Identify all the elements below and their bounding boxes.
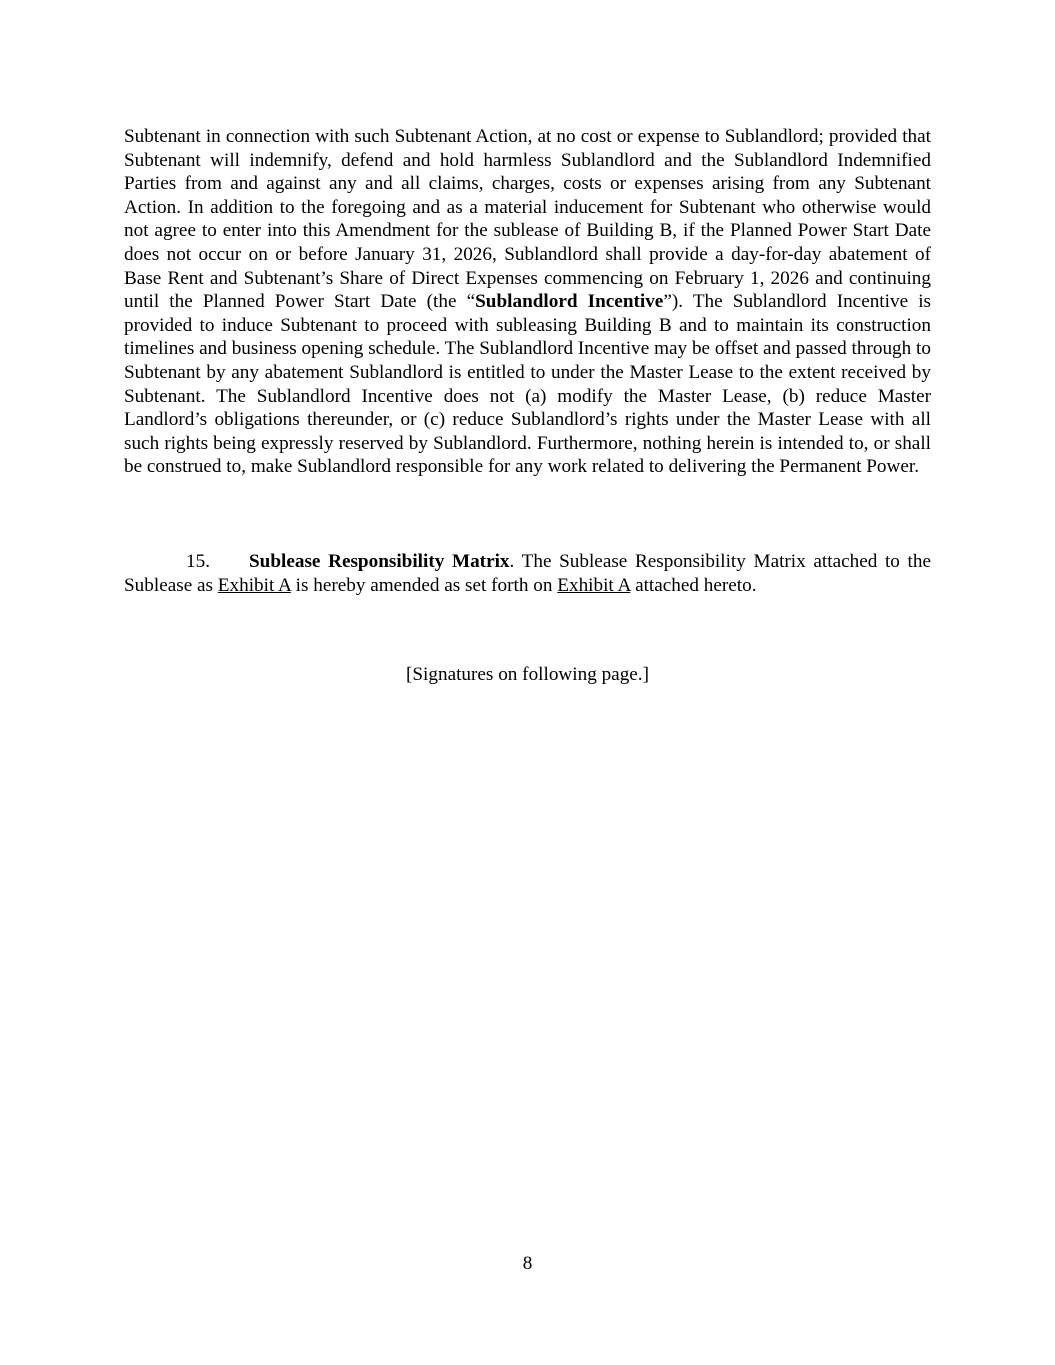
section-heading: Sublease Responsibility Matrix bbox=[249, 551, 510, 572]
section-15-paragraph bbox=[124, 550, 931, 597]
signature-note: [Signatures on following page.] bbox=[406, 664, 649, 685]
paragraph-subtenant-action bbox=[124, 125, 931, 479]
section-number: 15. bbox=[186, 551, 210, 572]
paragraph-text-part-2: ”). The Sublandlord Incentive is provided to induce Subtenant to proceed with subleasing Building B and to maintain its construction timelines and business opening schedule. The Sublandlord Incentive may be offset and passed through to Subtenant by any abatement Sublandlord is entitled to under the Master Lease to the extent received by Subtenant. The Sublandlord Incentive does not (a) modify the Master Lease, (b) reduce Master Landlord’s obligations thereunder, or (c) reduce Sublandlord’s rights under the Master Lease with all such rights being expressly reserved by Sublandlord. Furthermore, nothing herein is intended to, or shall be construed to, make Sublandlord responsible for any work related to delivering the Permanent Power. bbox=[124, 291, 932, 478]
section-text-part-1: . The Sublease Responsibility Matrix attached to the Sublease as bbox=[124, 551, 931, 596]
defined-term-sublandlord-incentive: Sublandlord Incentive bbox=[475, 291, 664, 313]
section-text-part-2: is hereby amended as set forth on bbox=[290, 574, 558, 596]
exhibit-a-reference-2: Exhibit A bbox=[557, 574, 631, 596]
section-text-part-3: attached hereto. bbox=[630, 574, 757, 596]
page-number: 8 bbox=[522, 1253, 533, 1274]
paragraph-text-part-1: Subtenant in connection with such Subtenant Action, at no cost or expense to Sublandlord; provided that Subtenant will indemnify, defend and hold harmless Sublandlord and the Sublandlord Indemnified Parties from and against any and all claims, charges, costs or expenses arising from any Subtenant Action. In addition to the foregoing and as a material inducement for Subtenant who otherwise would not agree to enter into this Amendment for the sublease of Building B, if the Planned Power Start Date does not occur on or before January 31, 2026, Sublandlord shall provide a day-for-day abatement of Base Rent and Subtenant’s Share of Direct Expenses commencing on February 1, 2026 and continuing until the Planned Power Start Date (the “ bbox=[124, 126, 931, 313]
exhibit-a-reference-1: Exhibit A bbox=[217, 574, 291, 596]
